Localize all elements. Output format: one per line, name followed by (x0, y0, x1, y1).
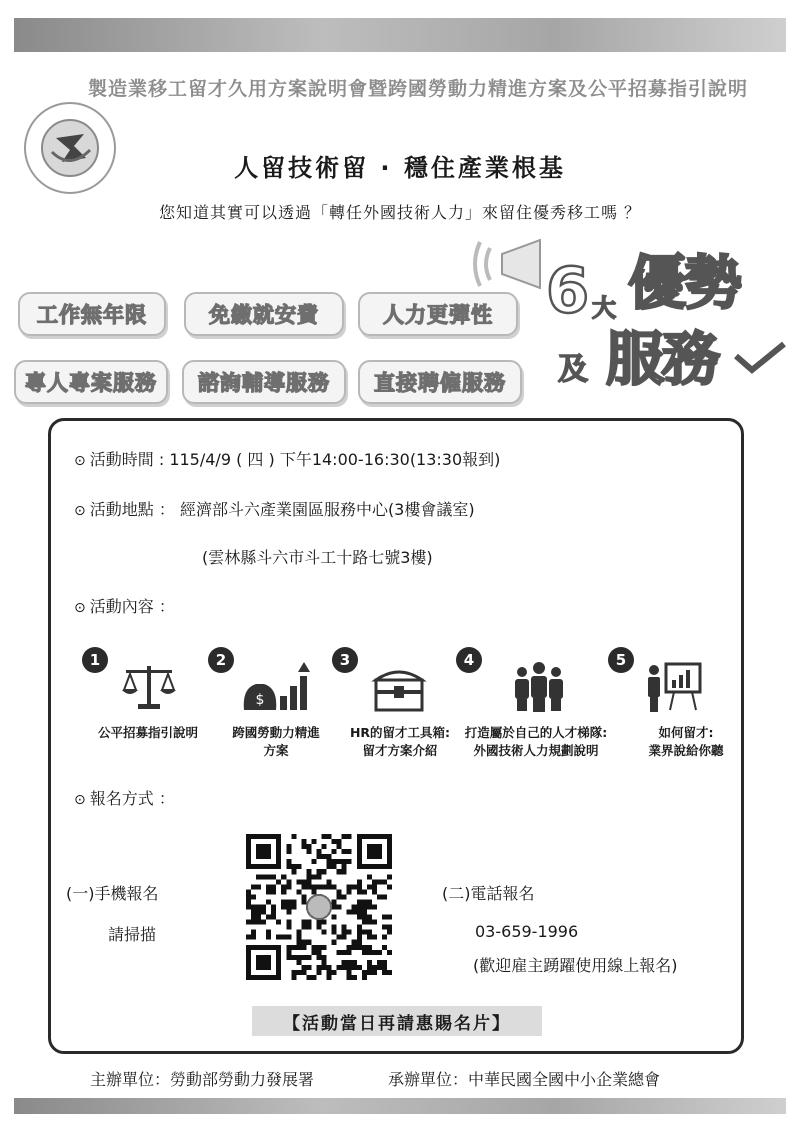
advantage-pill: 諮詢輔導服務 (182, 360, 346, 404)
event-content-row: ⊙ 活動內容 ： (74, 597, 175, 616)
signup-qr-code[interactable] (246, 834, 392, 980)
bullet-icon: ⊙ (74, 503, 86, 519)
advantage-pill: 免繳就安費 (184, 292, 344, 336)
step-label: 打造屬於自己的人才梯隊: 外國技術人力規劃說明 (464, 725, 608, 758)
step-number: 5 (608, 647, 634, 673)
signup-method-row: ⊙ 報名方式 ： (74, 789, 175, 808)
event-place-row: ⊙ 活動地點 ： 經濟部斗六產業園區服務中心(3樓會議室) (74, 500, 475, 519)
badge-big-text: 服務 (606, 325, 719, 393)
subtitle: 您知道其實可以透過「轉任外國技術人力」來留住優秀移工嗎 ？ (158, 203, 642, 222)
scales-icon (120, 660, 178, 714)
step-number: 3 (332, 647, 358, 673)
top-banner-bar (14, 18, 786, 52)
contractor: 承辦單位：中華民國全國中小企業總會 (388, 1070, 661, 1089)
badge-small-text: 及 (558, 352, 588, 387)
event-title: 製造業移工留才久用方案說明會暨跨國勞動力精進方案及公平招募指引說明 (88, 78, 749, 100)
advantage-pill: 直接聘僱服務 (358, 360, 522, 404)
step-number: 4 (456, 647, 482, 673)
bullet-icon: ⊙ (74, 453, 86, 469)
phone-signup-title: (二)電話報名 (442, 884, 535, 903)
badge-small-text: 大 (592, 294, 616, 322)
mobile-signup-title: (一)手機報名 (66, 884, 159, 903)
event-time-value: 115/4/9 ( 四 ) 下午14:00-16:30(13:30報到) (169, 450, 501, 469)
bullet-icon: ⊙ (74, 792, 86, 808)
phone-signup-note: (歡迎雇主踴躍使用線上報名) (473, 956, 678, 975)
step-label: 公平招募指引說明 (97, 725, 198, 740)
bullet-icon: ⊙ (74, 600, 86, 616)
step-number: 2 (208, 647, 234, 673)
checkmark-icon (732, 340, 788, 374)
money-growth-icon (240, 660, 312, 714)
step-number: 1 (82, 647, 108, 673)
svg-text:$: $ (255, 692, 265, 708)
business-card-notice: 【活動當日再請惠賜名片】 (252, 1006, 542, 1036)
step-label: HR的留才工具箱: 留才方案介紹 (349, 725, 451, 758)
presentation-icon (644, 660, 702, 714)
event-place-value: 經濟部斗六產業園區服務中心(3樓會議室) (179, 500, 475, 519)
organizer: 主辦單位：勞動部勞動力發展署 (90, 1070, 315, 1089)
bottom-banner-bar (14, 1098, 786, 1114)
badge-big-text: 優勢 (628, 249, 741, 317)
event-address: (雲林縣斗六市斗工十路七號3樓) (202, 548, 433, 567)
advantage-pill: 人力更彈性 (358, 292, 518, 336)
badge-number: 6 (546, 254, 590, 327)
advantage-pill: 專人專案服務 (14, 360, 168, 404)
team-icon (510, 660, 568, 714)
phone-number[interactable]: 03-659-1996 (475, 922, 579, 941)
main-title: 人留技術留 · 穩住產業根基 (234, 154, 566, 182)
step-label: 跨國勞動力精進 方案 (232, 725, 320, 758)
six-advantages-badge (536, 248, 794, 418)
advantage-pill: 工作無年限 (18, 292, 166, 336)
mobile-signup-instruction: 請掃描 (108, 925, 157, 944)
event-time-row: ⊙ 活動時間 : 115/4/9 ( 四 ) 下午14:00-16:30(13:30報到) (74, 450, 501, 469)
step-label: 如何留才: 業界說給你聽 (648, 725, 724, 758)
toolbox-icon (370, 662, 428, 716)
